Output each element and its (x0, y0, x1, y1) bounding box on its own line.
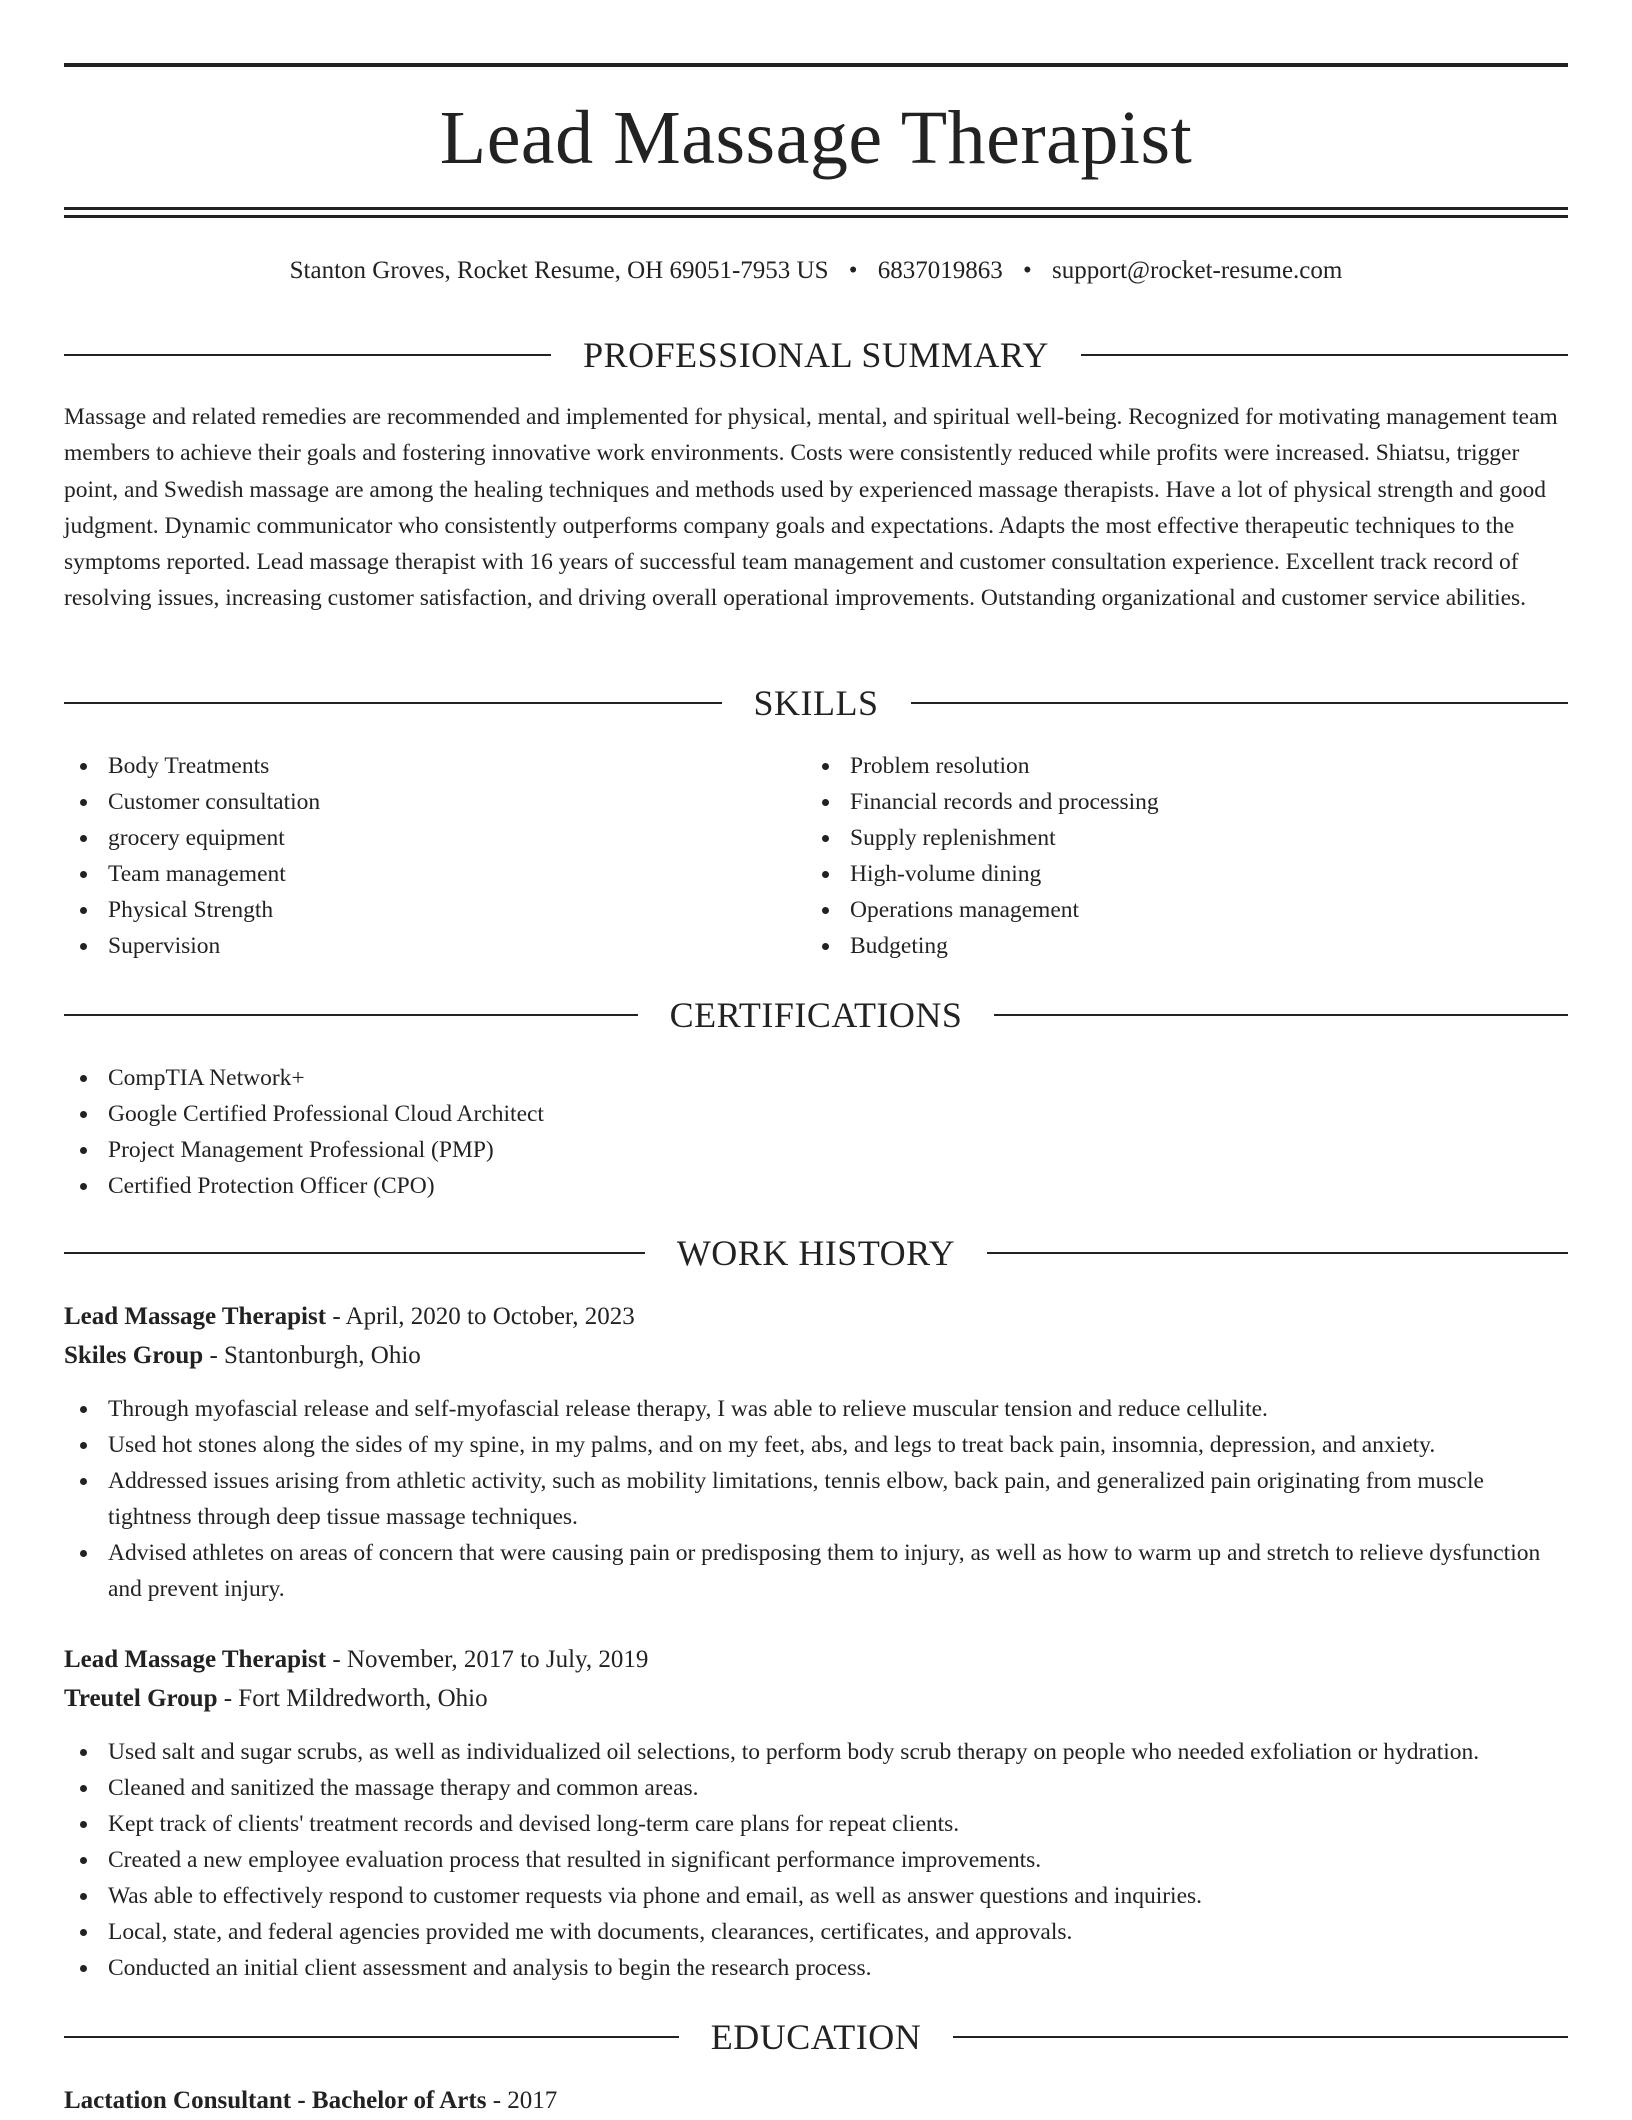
job-duties-list (64, 1391, 1568, 1607)
heading-rule-left (64, 1252, 645, 1254)
job-duty-item: Kept track of clients' treatment records and devised long-term care plans for repeat clients. (64, 1806, 1568, 1842)
certification-item: Google Certified Professional Cloud Architect (64, 1096, 1568, 1132)
job-title: Lead Massage Therapist (64, 1303, 327, 1330)
certification-item: Certified Protection Officer (CPO) (64, 1168, 1568, 1204)
title-rule-upper (64, 207, 1568, 210)
job-company: Treutel Group (64, 1685, 218, 1712)
job-duty-item: Local, state, and federal agencies provided me with documents, clearances, certificates, and approvals. (64, 1914, 1568, 1950)
heading-rule-left (64, 1014, 638, 1016)
job-company-line (64, 1680, 1568, 1718)
skill-item: Problem resolution (806, 748, 1506, 784)
job-title-line (64, 1298, 1568, 1336)
skill-item: grocery equipment (64, 820, 764, 856)
work-history-heading-text: WORK HISTORY (676, 1233, 956, 1273)
summary-heading (64, 333, 1568, 377)
job-duty-item: Created a new employee evaluation process that resulted in significant performance improvements. (64, 1842, 1568, 1878)
heading-rule-right (994, 1014, 1568, 1016)
job-duty-item: Used salt and sugar scrubs, as well as individualized oil selections, to perform body scrub therapy on people who needed exfoliation or hydration. (64, 1734, 1568, 1770)
heading-rule-right (953, 2036, 1568, 2038)
skills-heading-text: SKILLS (753, 683, 879, 723)
job-company: Skiles Group (64, 1342, 204, 1369)
contact-phone: 6837019863 (877, 257, 1003, 284)
certification-item: CompTIA Network+ (64, 1060, 1568, 1096)
education-entry (64, 2082, 1568, 2120)
resume-title: Lead Massage Therapist (439, 96, 1193, 180)
heading-rule-left (64, 354, 551, 356)
job-title-line (64, 1641, 1568, 1679)
skills-heading (64, 681, 1568, 725)
summary-heading-text: PROFESSIONAL SUMMARY (583, 335, 1049, 375)
skill-item: Team management (64, 856, 764, 892)
certifications-list (64, 1060, 1568, 1204)
heading-rule-left (64, 2036, 679, 2038)
heading-rule-right (987, 1252, 1568, 1254)
skill-item: Financial records and processing (806, 784, 1506, 820)
skill-item: Supply replenishment (806, 820, 1506, 856)
top-rule (64, 63, 1568, 67)
skill-item: Supervision (64, 928, 764, 964)
skill-item: Body Treatments (64, 748, 764, 784)
certifications-heading (64, 993, 1568, 1037)
job-duty-item: Cleaned and sanitized the massage therapy and common areas. (64, 1770, 1568, 1806)
certification-item: Project Management Professional (PMP) (64, 1132, 1568, 1168)
job-location: - Fort Mildredworth, Ohio (217, 1685, 488, 1712)
skill-item: High-volume dining (806, 856, 1506, 892)
education-degree: Lactation Consultant - Bachelor of Arts (64, 2087, 487, 2114)
education-heading (64, 2015, 1568, 2059)
job-dates: - April, 2020 to October, 2023 (326, 1303, 635, 1330)
skills-list-right (806, 748, 1506, 964)
contact-line (64, 253, 1568, 289)
contact-email: support@rocket-resume.com (1052, 257, 1343, 284)
heading-rule-right (1081, 354, 1568, 356)
contact-address: Stanton Groves, Rocket Resume, OH 69051-7953 US (289, 257, 829, 284)
job-duty-item: Used hot stones along the sides of my spine, in my palms, and on my feet, abs, and legs to treat back pain, insomnia, depression, and anxiety. (64, 1427, 1568, 1463)
education-heading-text: EDUCATION (710, 2017, 922, 2057)
job-duties-list (64, 1734, 1568, 1986)
skill-item: Customer consultation (64, 784, 764, 820)
job-company-line (64, 1337, 1568, 1375)
skills-list-left (64, 748, 764, 964)
education-year: - 2017 (486, 2087, 558, 2114)
job-duty-item: Was able to effectively respond to customer requests via phone and email, as well as answer questions and inquiries. (64, 1878, 1568, 1914)
job-duty-item: Conducted an initial client assessment and analysis to begin the research process. (64, 1950, 1568, 1986)
certifications-heading-text: CERTIFICATIONS (669, 995, 963, 1035)
job-duty-item: Addressed issues arising from athletic activity, such as mobility limitations, tennis elbow, back pain, and generalized pain originating from muscle tightness through deep tissue massage techniques. (64, 1463, 1568, 1535)
heading-rule-left (64, 702, 722, 704)
job-location: - Stantonburgh, Ohio (203, 1342, 421, 1369)
job-dates: - November, 2017 to July, 2019 (326, 1646, 649, 1673)
skill-item: Physical Strength (64, 892, 764, 928)
contact-separator: • (1023, 257, 1032, 284)
skill-item: Operations management (806, 892, 1506, 928)
heading-rule-right (911, 702, 1569, 704)
summary-text: Massage and related remedies are recommended and implemented for physical, mental, and spiritual well-being. Recognized for motivating management team members to achieve their goals and fostering innovative work environments. Costs were consistently reduced while profits were increased. Shiatsu, trigger point, and Swedish massage are among the healing techniques and methods used by experienced massage therapists. Have a lot of physical strength and good judgment. Dynamic communicator who consistently outperforms company goals and expectations. Adapts the most effective therapeutic techniques to the symptoms reported. Lead massage therapist with 16 years of successful team management and customer consultation experience. Excellent track record of resolving issues, increasing customer satisfaction, and driving overall operational improvements. Outstanding organizational and customer service abilities. (64, 404, 1558, 612)
job-title: Lead Massage Therapist (64, 1646, 327, 1673)
job-duty-item: Through myofascial release and self-myofascial release therapy, I was able to relieve muscular tension and reduce cellulite. (64, 1391, 1568, 1427)
job-duty-item: Advised athletes on areas of concern that were causing pain or predisposing them to injury, as well as how to warm up and stretch to relieve dysfunction and prevent injury. (64, 1535, 1568, 1607)
title-rule-lower (64, 215, 1568, 218)
skill-item: Budgeting (806, 928, 1506, 964)
contact-separator: • (848, 257, 858, 284)
work-history-heading (64, 1231, 1568, 1275)
